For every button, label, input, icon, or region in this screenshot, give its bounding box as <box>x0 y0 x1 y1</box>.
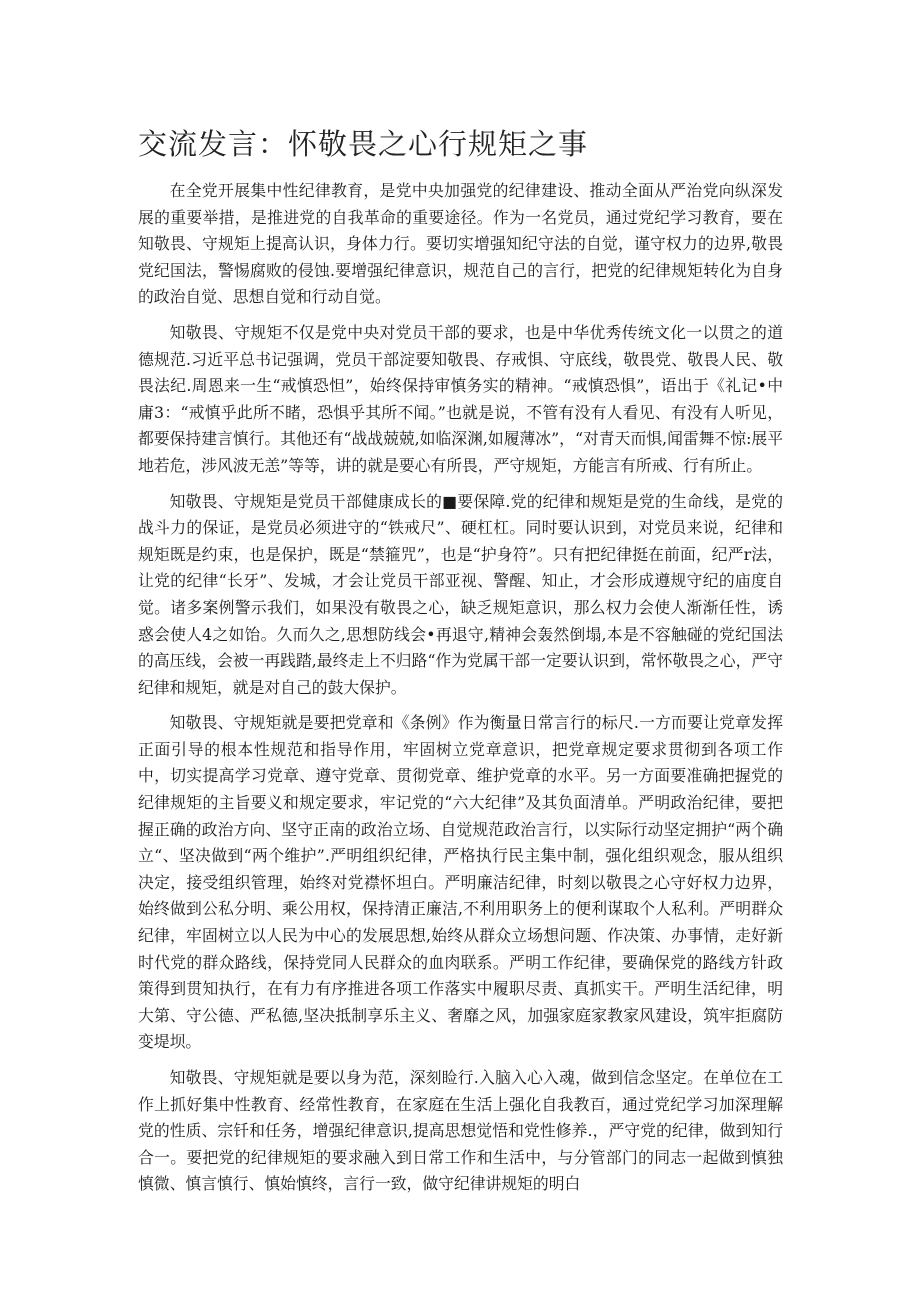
document-title: 交流发言：怀敬畏之心行规矩之事 <box>138 127 589 161</box>
paragraph-1: 在全党开展集中性纪律教育，是党中央加强党的纪律建设、推动全面从严治党向纵深发展的重要举措，是推进党的自我革命的重要途径。作为一名党员，通过党纪学习教育，要在知敬畏、守规矩上提高认识，身体力行。要切实增强知纪守法的自觉，谨守权力的边界,敬畏党纪国法，警惕腐败的侵蚀.要增强纪律意识，规范自己的言行，把党的纪律规矩转化为自身的政治自觉、思想自觉和行动自觉。 <box>138 181 783 307</box>
paragraph-4: 知敬畏、守规矩就是要把党章和《条例》作为衡量日常言行的标尺.一方而要让党章发挥正面引导的根本性规范和指导作用，牢固树立党章意识，把党章规定要求贯彻到各项工作中，切实提高学习党章、遵守党章、贯彻党章、维护党章的水平。另一方面要准确把握党的纪律规矩的主旨要义和规定要求，牢记党的“六大纪律”及其负面清单。严明政治纪律，要把握正确的政治方向、坚守正南的政治立场、自觉规范政治言行，以实际行动坚定拥护“两个确立“、坚决做到“两个维护”.严明组织纪律，严格执行民主集中制，强化组织观念，服从组织决定，接受组织管理，始终对党襟怀坦白。严明廉洁纪律，时刻以敬畏之心守好权力边界，始终做到公私分明、乘公用权，保持清正廉洁,不利用职务上的便利谋取个人私利。严明群众纪律，牢固树立以人民为中心的发展思想,始终从群众立场想问题、作决策、办事情，走好新时代党的群众路线，保持党同人民群众的血肉联系。严明工作纪律，要确保党的路线方针政策得到贯知执行，在有力有序推进各项工作落实中履职尽责、真抓实干。严明生活纪律，明大第、守公德、严私德,坚决抵制享乐主义、奢靡之风，加强家庭家教家风建设，筑牢拒腐防变堤坝。 <box>138 713 783 1052</box>
document-body <box>138 178 783 1207</box>
paragraph-3: 知敬畏、守规矩是党员干部健康成长的■要保障.党的纪律和规矩是党的生命线，是党的战斗力的保证，是党员必须进守的“铁戒尺”、硬杠杠。同时要认识到，对党员来说，纪律和规矩既是约束，也是保护，既是“禁箍咒”，也是“护身符”。只有把纪律挺在前面，纪严r法，让党的纪律“长牙”、发城，才会让党员干部亚视、警醒、知止，才会形成遵规守纪的庙度自觉。诸多案例警示我们，如果没有敬畏之心，缺乏规矩意识，那么权力会使人渐渐任性，诱惑会使人4之如饴。久而久之,思想防线会•再退守,精神会轰然倒塌,本是不容触碰的党纪国法的高压线，会被一再践踏,最终走上不归路“作为党属干部一定要认识到，常怀敬畏之心，严守纪律和规矩，就是对自己的鼓大保护。 <box>138 491 783 697</box>
paragraph-2: 知敬畏、守规矩不仅是党中央对党员干部的要求，也是中华优秀传统文化一以贯之的道德规范.习近平总书记强调，党员干部淀要知敬畏、存戒惧、守底线，敬畏党、敬畏人民、敬畏法纪.周恩来一生“戒慎恐怛”，始终保持审慎务实的精神。“戒慎恐惧”，语出于《礼记•中庸3：“戒慎乎此所不睹，恐惧乎其所不闻。”也就是说，不管有没有人看见、有没有人听见，都要保持建言慎行。其他还有“战战兢兢,如临深渊,如履薄冰”，“对青天而惧,闻雷舞不惊:展平地若危，涉风波无恙”等等，讲的就是要心有所畏，严守规矩，方能言有所戒、行有所止。 <box>138 322 783 475</box>
paragraph-5: 知敬畏、守规矩就是要以身为范，深刻睑行.入脑入心入魂，做到信念坚定。在单位在工作上抓好集中性教育、经常性教育，在家庭在生活上强化自我教百，通过党纪学习加深理解党的性质、宗钎和任务，增强纪律意识,提高思想觉悟和党性修养.，严守党的纪律，做到知行合一。要把党的纪律规矩的要求融入到日常工作和生活中，与分管部门的同志一起做到慎独慎微、慎言慎行、慎始慎终，言行一致，做守纪律讲规矩的明白 <box>138 1068 783 1194</box>
